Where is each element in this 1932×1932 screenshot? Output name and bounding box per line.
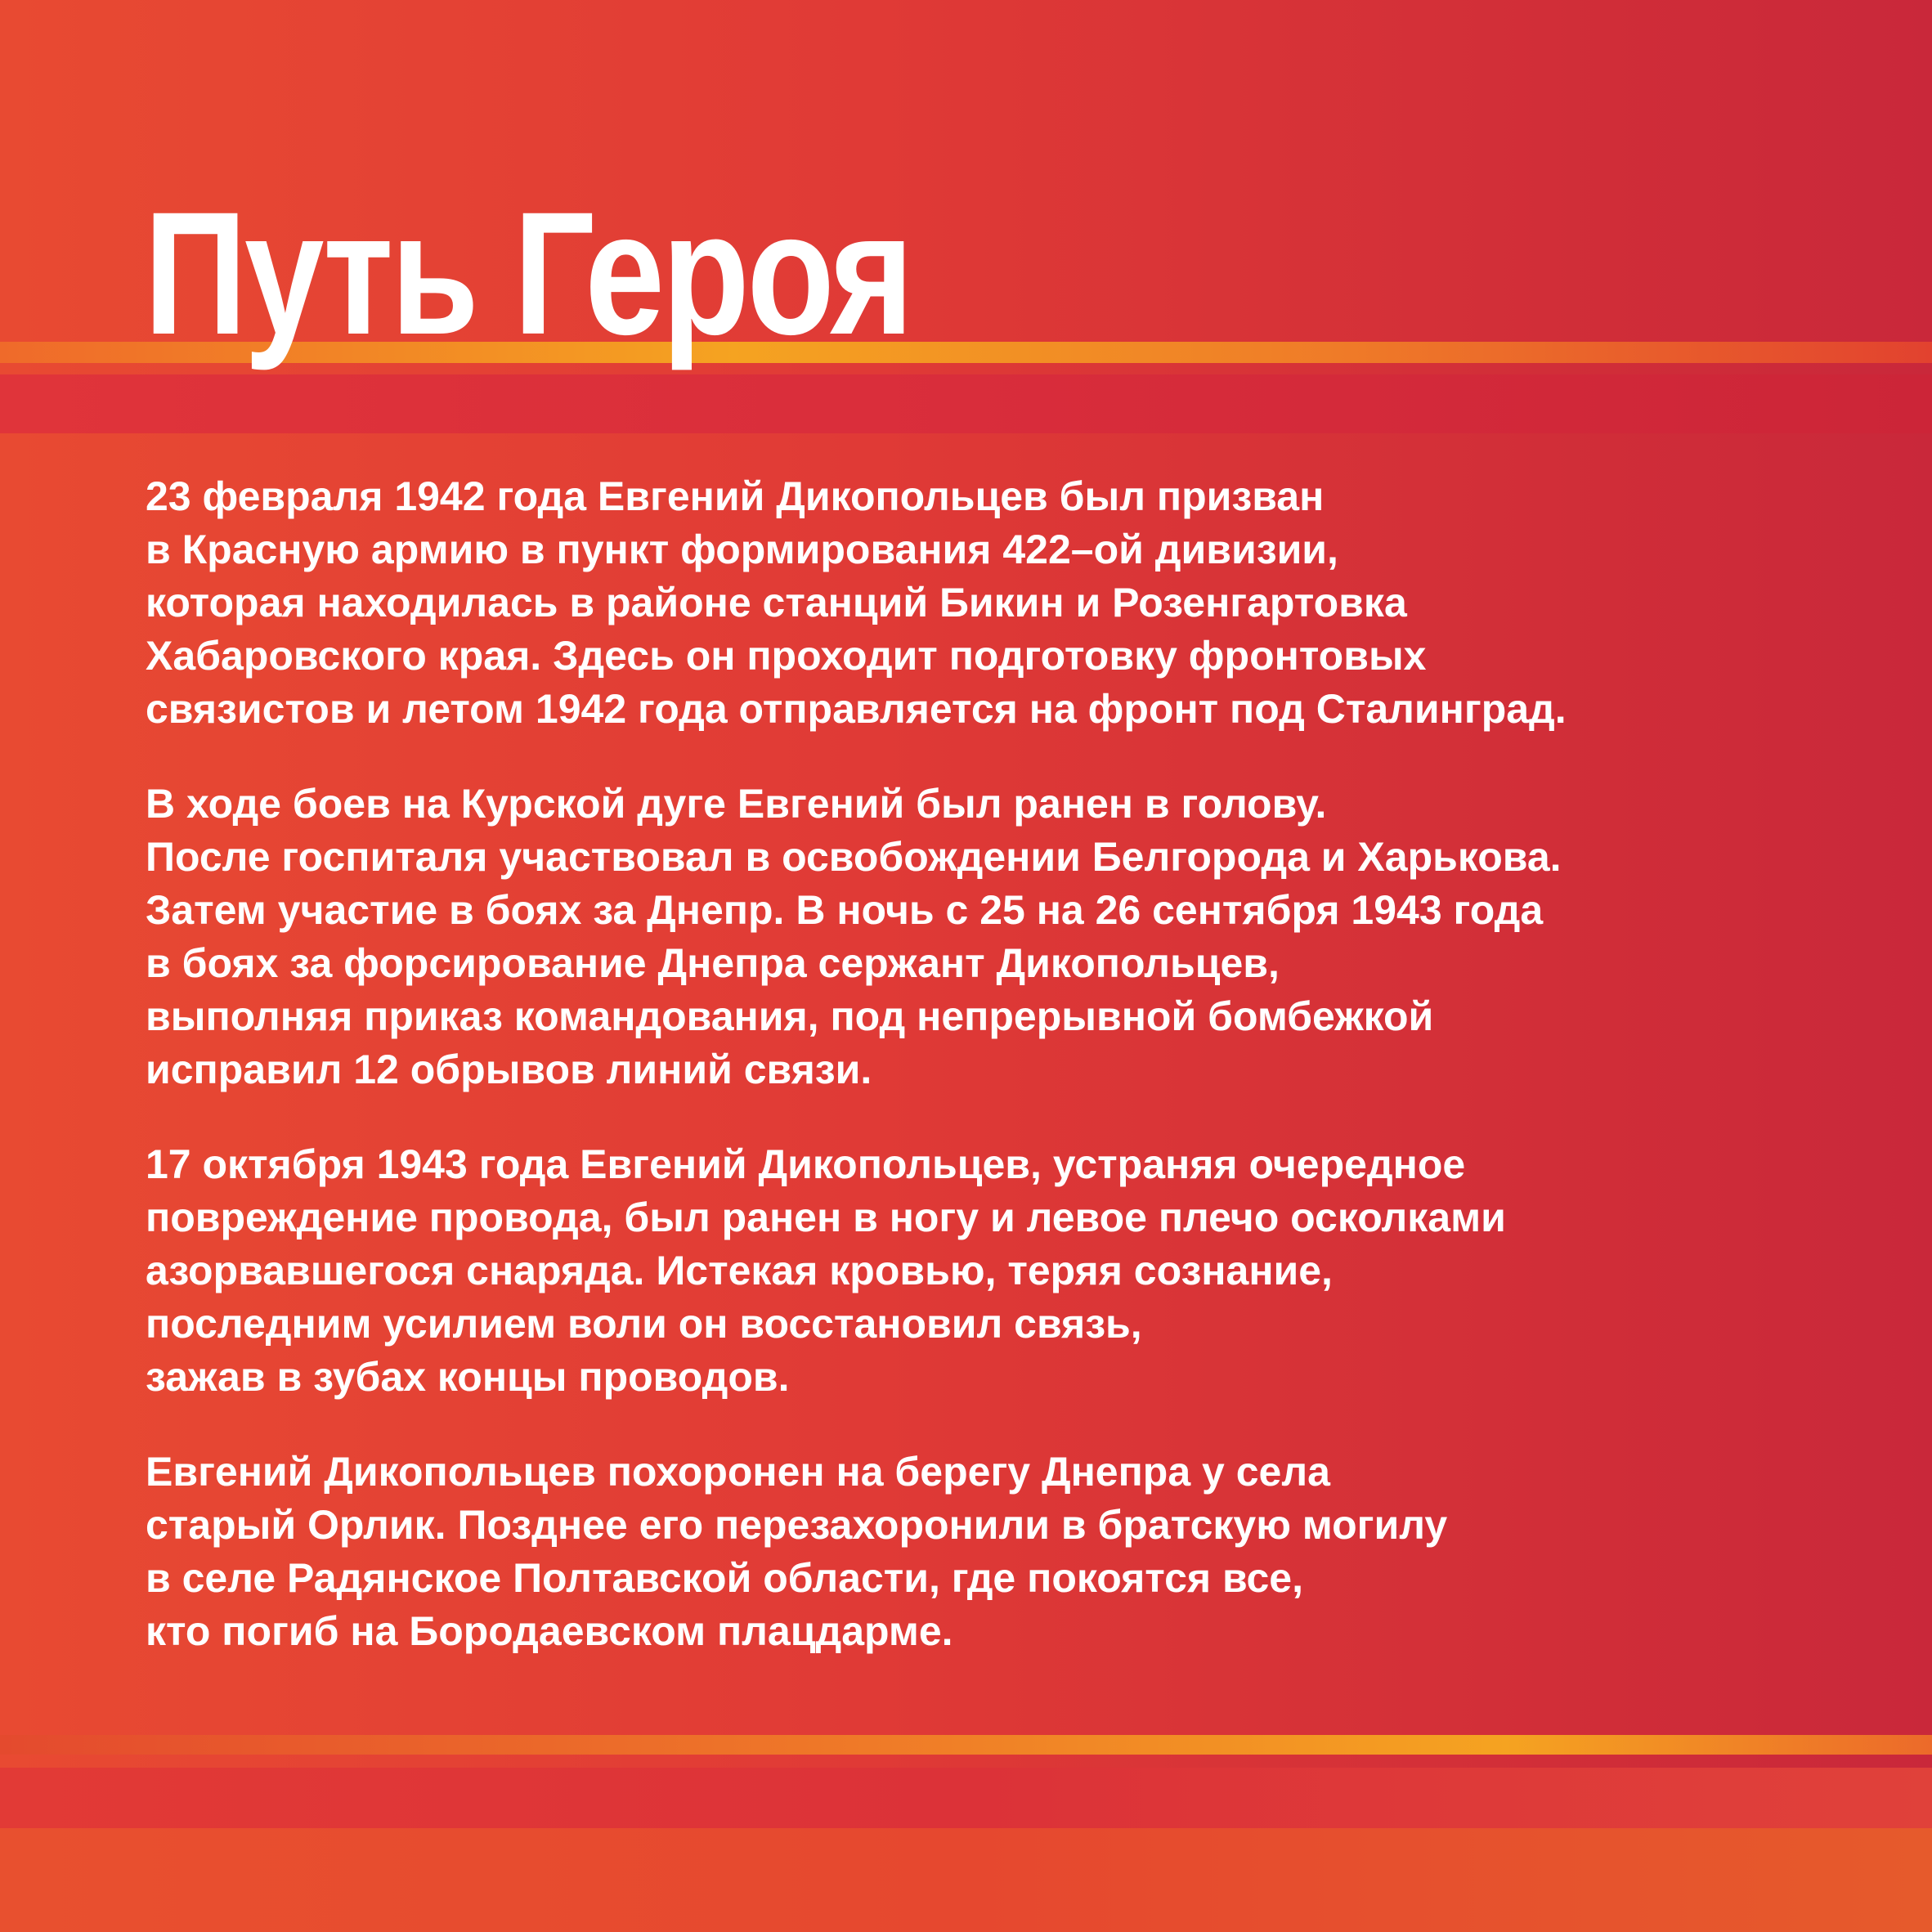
text-line: 23 февраля 1942 года Евгений Дикопольцев был призван (146, 473, 1325, 519)
text-line: старый Орлик. Позднее его перезахоронили в братскую могилу (146, 1502, 1448, 1548)
text-line: в Красную армию в пункт формирования 422–ой дивизии, (146, 527, 1338, 572)
paragraph-kursk-dnieper (146, 778, 1887, 1096)
paragraph-wounded (146, 1138, 1887, 1404)
text-line: Евгений Дикопольцев похоронен на берегу Днепра у села (146, 1449, 1330, 1495)
paragraph-burial (146, 1446, 1887, 1658)
text-line: В ходе боев на Курской дуге Евгений был ранен в голову. (146, 781, 1327, 827)
bottom-footer-band (0, 1828, 1932, 1932)
paragraph-conscription (146, 470, 1887, 736)
text-line: связистов и летом 1942 года отправляется на фронт под Сталинград. (146, 686, 1567, 732)
page-title: Путь Героя (144, 176, 912, 371)
bottom-red-stripe (0, 1768, 1932, 1828)
text-line: Затем участие в боях за Днепр. В ночь с 25 на 26 сентября 1943 года (146, 887, 1544, 933)
text-line: выполняя приказ командования, под непрерывной бомбежкой (146, 993, 1434, 1039)
text-line: исправил 12 обрывов линий связи. (146, 1047, 872, 1092)
text-line: После госпиталя участвовал в освобождении Белгорода и Харькова. (146, 834, 1562, 880)
top-red-stripe (0, 374, 1932, 433)
text-line: зажав в зубах концы проводов. (146, 1354, 790, 1400)
bottom-orange-stripe (0, 1735, 1932, 1755)
text-line: в селе Радянское Полтавской области, где покоятся все, (146, 1555, 1303, 1601)
text-line: азорвавшегося снаряда. Истекая кровью, теряя сознание, (146, 1248, 1333, 1293)
text-line: повреждение провода, был ранен в ногу и левое плечо осколками (146, 1195, 1506, 1240)
story-text (146, 470, 1887, 1700)
text-line: кто погиб на Бородаевском плацдарме. (146, 1608, 953, 1654)
text-line: последним усилием воли он восстановил связь, (146, 1301, 1142, 1347)
text-line: которая находилась в районе станций Бикин и Розенгартовка (146, 580, 1407, 625)
text-line: 17 октября 1943 года Евгений Дикопольцев, устраняя очередное (146, 1141, 1466, 1187)
text-line: Хабаровского края. Здесь он проходит подготовку фронтовых (146, 633, 1427, 679)
text-line: в боях за форсирование Днепра сержант Дикопольцев, (146, 940, 1280, 986)
